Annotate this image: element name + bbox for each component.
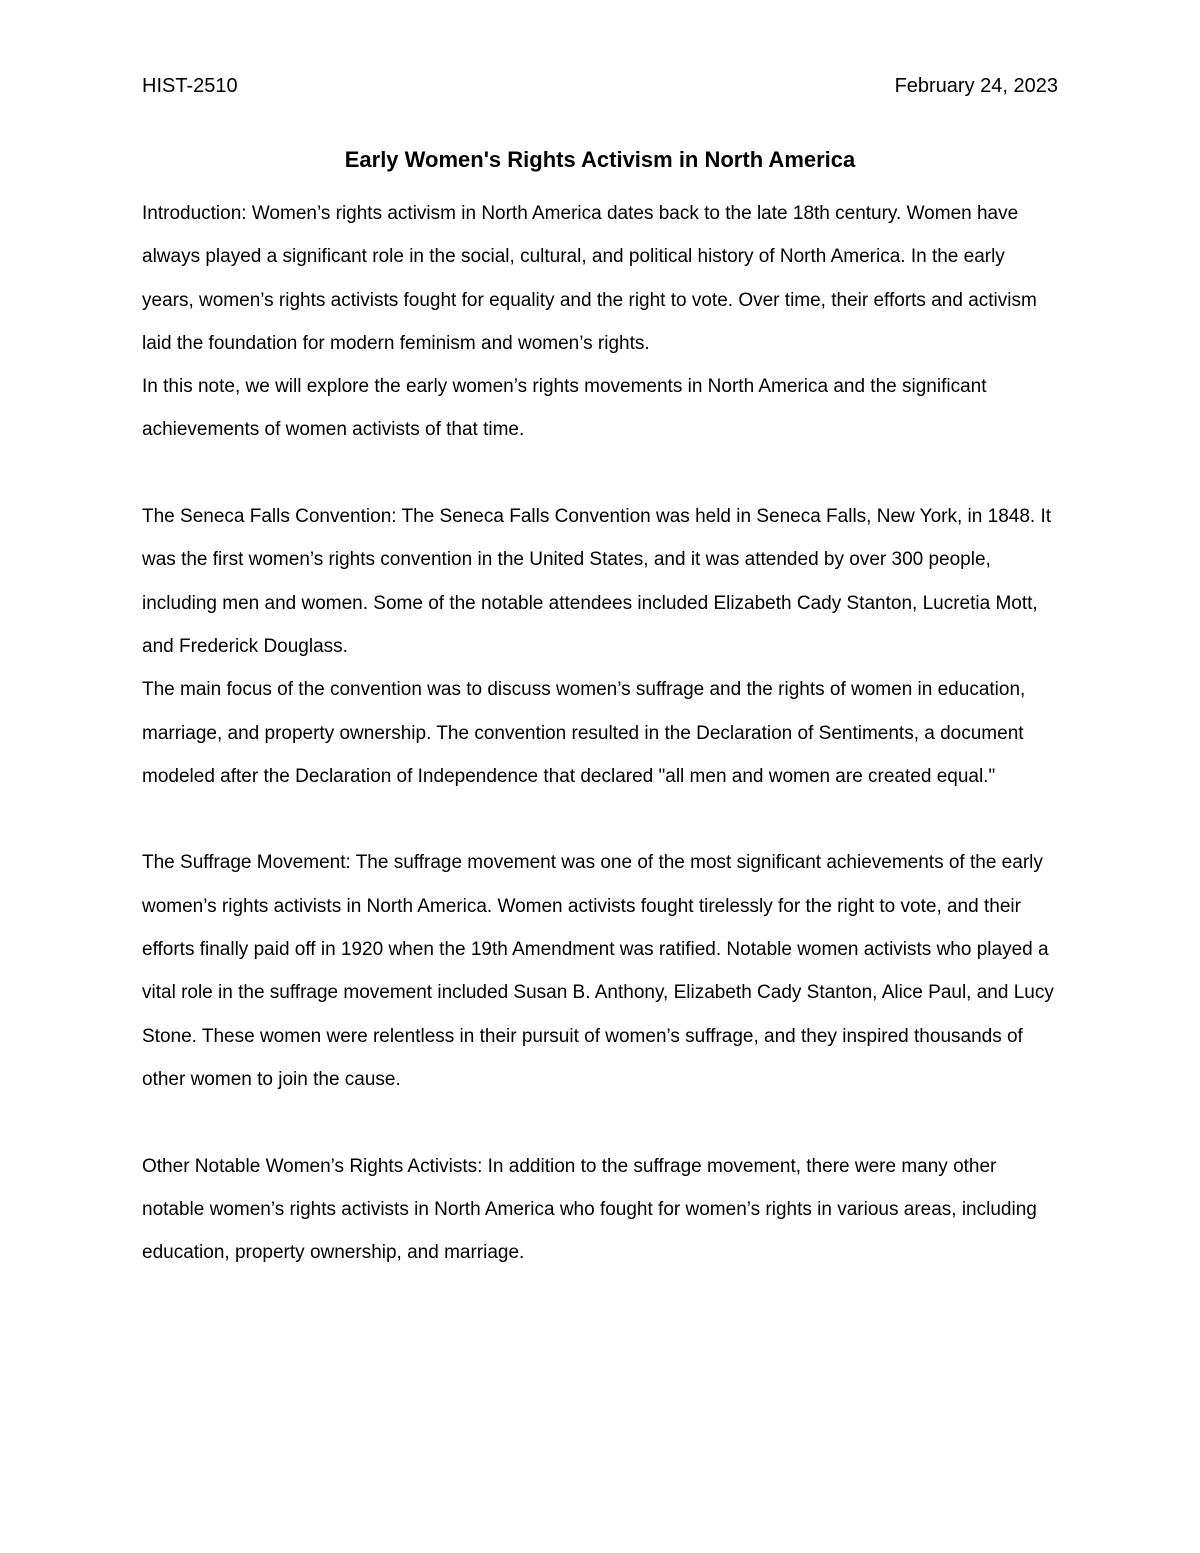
paragraph-other-activists: Other Notable Women’s Rights Activists: In addition to the suffrage movement, there were many other notable women’s rights activists in North America who fought for women’s rights in various areas, including education, property ownership, and marriage. xyxy=(142,1155,1037,1264)
page-header xyxy=(142,72,1058,102)
paragraph-seneca-falls: The Seneca Falls Convention: The Seneca Falls Convention was held in Seneca Falls, New York, in 1848. It was the first women’s rights convention in the United States, and it was attended by over 300 people, including men and women. Some of the notable attendees included Elizabeth Cady Stanton, Lucretia Mott, and Frederick Douglass. xyxy=(142,506,1052,657)
paragraph-introduction: Introduction: Women’s rights activism in North America dates back to the late 18th century. Women have always played a significant role in the social, cultural, and political history of North America. In the early years, women’s rights activists fought for equality and the right to vote. Over time, their efforts and activism laid the foundation for modern feminism and women’s rights. xyxy=(142,203,1037,354)
document-date: February 24, 2023 xyxy=(894,75,1058,97)
paragraph-suffrage-movement: The Suffrage Movement: The suffrage movement was one of the most significant achievements of the early women’s rights activists in North America. Women activists fought tirelessly for the right to vote, and their efforts finally paid off in 1920 when the 19th Amendment was ratified. Notable women activists who played a vital role in the suffrage movement included Susan B. Anthony, Elizabeth Cady Stanton, Alice Paul, and Lucy Stone. These women were relentless in their pursuit of women’s suffrage, and they inspired thousands of other women to join the cause. xyxy=(142,852,1054,1090)
course-code: HIST-2510 xyxy=(142,75,238,97)
document-body xyxy=(142,192,1058,1274)
paragraph-seneca-focus: The main focus of the convention was to discuss women’s suffrage and the rights of women in education, marriage, and property ownership. The convention resulted in the Declaration of Sentiments, a document modeled after the Declaration of Independence that declared "all men and women are created equal." xyxy=(142,679,1026,787)
paragraph-spacer xyxy=(142,452,1058,495)
paragraph-intro-note: In this note, we will explore the early women’s rights movements in North America and the significant achievements of women activists of that time. xyxy=(142,376,987,441)
paragraph-spacer xyxy=(142,1101,1058,1144)
paragraph-spacer xyxy=(142,798,1058,841)
document-title: Early Women's Rights Activism in North America xyxy=(344,147,856,172)
